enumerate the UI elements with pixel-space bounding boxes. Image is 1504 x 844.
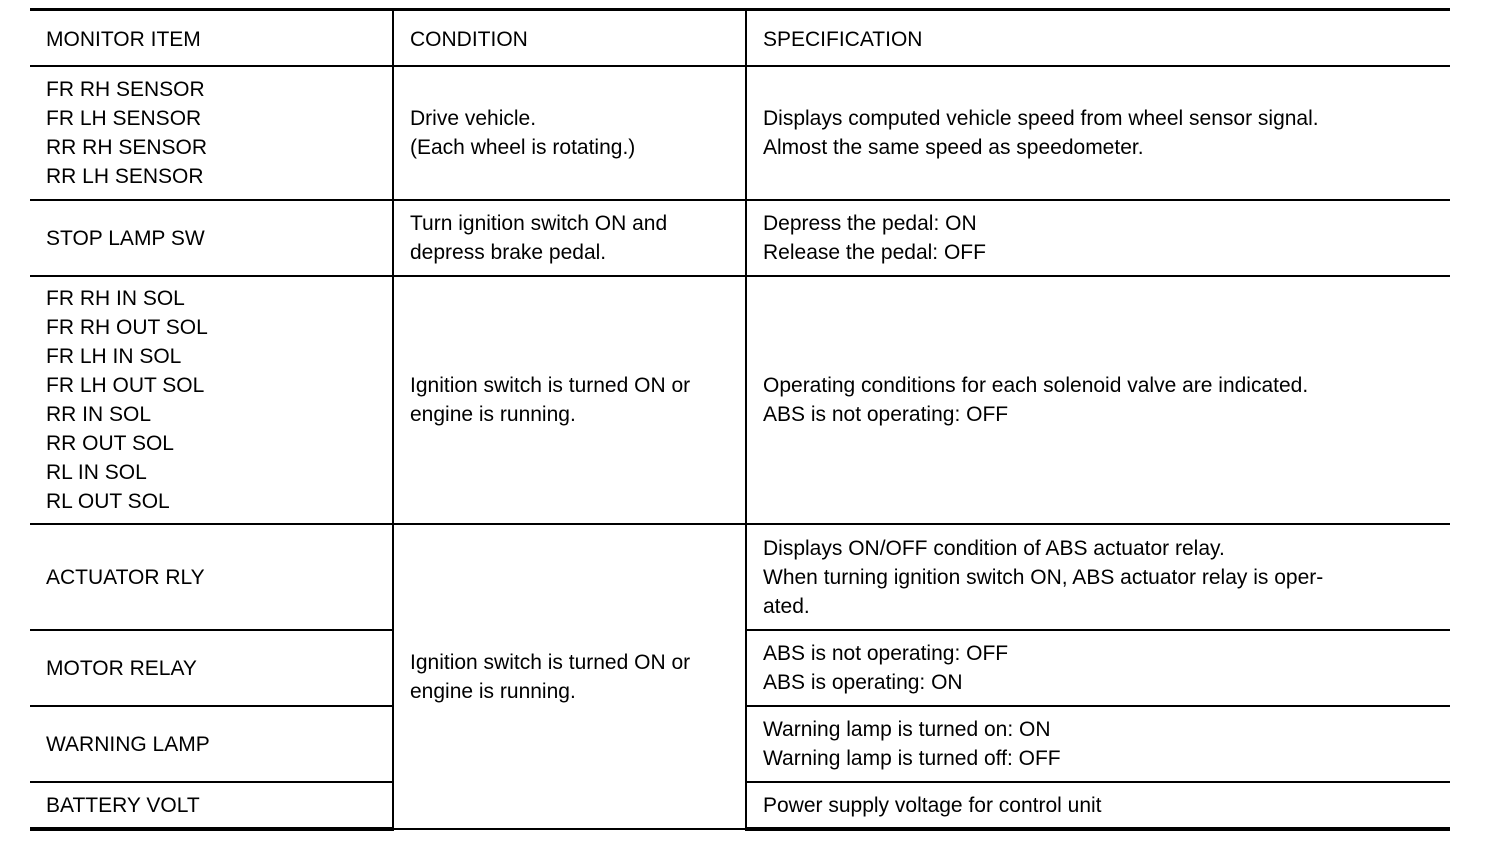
monitor-item-cell	[30, 66, 393, 200]
monitor-item: ACTUATOR RLY	[46, 565, 205, 589]
condition-cell	[393, 276, 746, 524]
condition-line: engine is running.	[410, 679, 576, 703]
monitor-item-cell	[30, 630, 393, 706]
specification-line: Depress the pedal: ON	[763, 212, 977, 235]
specification-line: ABS is not operating: OFF	[763, 642, 1009, 665]
specification-line: ABS is operating: ON	[763, 671, 963, 694]
header-monitor-item: MONITOR ITEM	[30, 10, 393, 67]
condition-line: (Each wheel is rotating.)	[410, 136, 636, 159]
condition-line: engine is running.	[410, 403, 576, 426]
specification-line: Release the pedal: OFF	[763, 241, 986, 264]
specification-line: When turning ignition switch ON, ABS actuator relay is oper-	[763, 565, 1324, 589]
monitor-item: FR RH SENSOR	[46, 78, 205, 101]
condition-line: Drive vehicle.	[410, 107, 537, 130]
specification-cell	[746, 66, 1450, 200]
monitor-item: RL OUT SOL	[46, 490, 170, 513]
document-page	[30, 8, 1450, 833]
monitor-item-cell	[30, 782, 393, 829]
table-row	[30, 276, 1450, 524]
header-specification: SPECIFICATION	[746, 10, 1450, 67]
monitor-item: FR RH OUT SOL	[46, 316, 208, 339]
specification-cell	[746, 782, 1450, 829]
specification-cell	[746, 630, 1450, 706]
monitor-spec-table	[30, 8, 1450, 831]
monitor-item: FR LH SENSOR	[46, 107, 202, 130]
condition-cell	[393, 66, 746, 200]
monitor-item: RR IN SOL	[46, 403, 152, 426]
monitor-item: RR RH SENSOR	[46, 136, 208, 159]
condition-line: Ignition switch is turned ON or	[410, 374, 691, 397]
specification-line: ABS is not operating: OFF	[763, 403, 1009, 426]
specification-cell	[746, 524, 1450, 630]
condition-line: depress brake pedal.	[410, 241, 607, 264]
monitor-item: BATTERY VOLT	[46, 793, 200, 817]
condition-line: Ignition switch is turned ON or	[410, 650, 691, 674]
condition-cell	[393, 524, 746, 829]
specification-line: Operating conditions for each solenoid valve are indicated.	[763, 374, 1309, 397]
specification-line: Displays computed vehicle speed from wheel sensor signal.	[763, 107, 1319, 130]
monitor-item-cell	[30, 524, 393, 630]
specification-line: Power supply voltage for control unit	[763, 793, 1102, 817]
specification-cell	[746, 276, 1450, 524]
table-header-row	[30, 10, 1450, 67]
monitor-item: MOTOR RELAY	[46, 656, 197, 680]
specification-line: Displays ON/OFF condition of ABS actuator relay.	[763, 536, 1225, 560]
monitor-item-cell	[30, 200, 393, 276]
specification-cell	[746, 200, 1450, 276]
specification-line: Warning lamp is turned off: OFF	[763, 747, 1061, 770]
monitor-item: RL IN SOL	[46, 461, 147, 484]
monitor-item: FR LH IN SOL	[46, 345, 182, 368]
monitor-item-cell	[30, 276, 393, 524]
condition-cell	[393, 200, 746, 276]
table-row	[30, 66, 1450, 200]
specification-line: Almost the same speed as speedometer.	[763, 136, 1144, 159]
monitor-item: FR LH OUT SOL	[46, 374, 205, 397]
monitor-item-cell	[30, 706, 393, 782]
condition-line: Turn ignition switch ON and	[410, 212, 668, 235]
table-row	[30, 524, 1450, 630]
specification-line: ated.	[763, 594, 810, 618]
monitor-item: RR LH SENSOR	[46, 165, 204, 188]
monitor-item: WARNING LAMP	[46, 732, 210, 756]
table-row	[30, 200, 1450, 276]
monitor-item: STOP LAMP SW	[46, 226, 205, 250]
monitor-item: FR RH IN SOL	[46, 287, 185, 310]
monitor-item: RR OUT SOL	[46, 432, 174, 455]
specification-line: Warning lamp is turned on: ON	[763, 718, 1051, 741]
specification-cell	[746, 706, 1450, 782]
header-condition: CONDITION	[393, 10, 746, 67]
